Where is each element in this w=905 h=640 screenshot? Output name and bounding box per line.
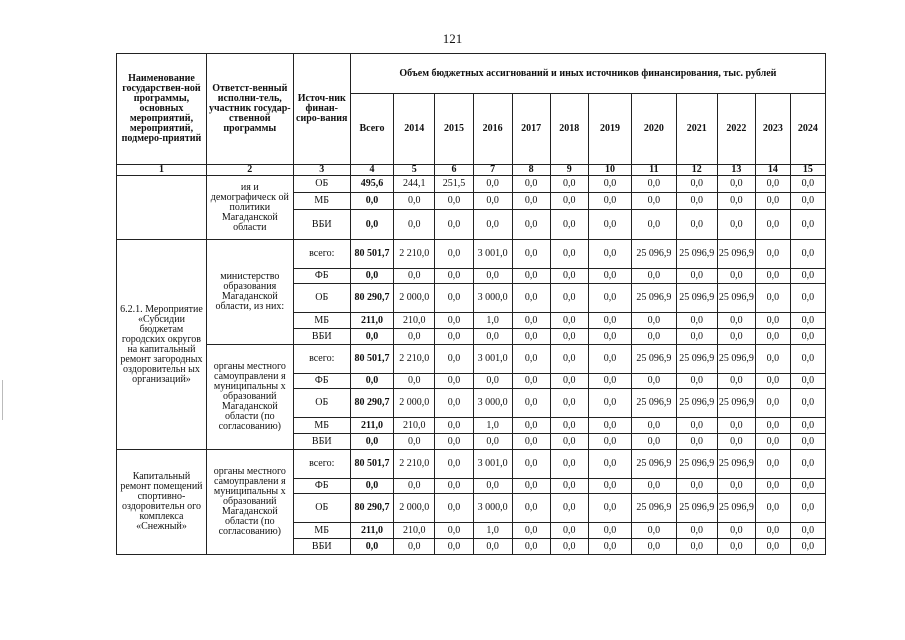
- year-value-cell: 0,0: [512, 418, 550, 434]
- year-value-cell: 0,0: [550, 389, 588, 418]
- year-value-cell: 0,0: [790, 210, 825, 240]
- column-number: 5: [394, 165, 435, 176]
- program-name-cell: 6.2.1. Мероприятие «Субсидии бюджетам городских округов на капитальный ремонт загородных оздоровительн ых организаций»: [117, 240, 207, 450]
- year-value-cell: 0,0: [394, 539, 435, 555]
- source-cell: ОБ: [293, 284, 350, 313]
- year-value-cell: 0,0: [550, 345, 588, 374]
- column-number: 4: [350, 165, 393, 176]
- year-value-cell: 0,0: [588, 479, 631, 494]
- year-value-cell: 0,0: [473, 176, 512, 193]
- year-value-cell: 2 000,0: [394, 389, 435, 418]
- header-volume: Объем бюджетных ассигнований и иных источников финансирования, тыс. рублей: [350, 54, 825, 94]
- source-cell: всего:: [293, 345, 350, 374]
- year-value-cell: 0,0: [632, 374, 676, 389]
- year-value-cell: 25 096,9: [717, 389, 755, 418]
- year-value-cell: 0,0: [588, 539, 631, 555]
- year-value-cell: 0,0: [790, 374, 825, 389]
- total-cell: 0,0: [350, 329, 393, 345]
- year-value-cell: 0,0: [512, 313, 550, 329]
- year-value-cell: 0,0: [550, 269, 588, 284]
- column-number: 6: [435, 165, 473, 176]
- year-value-cell: 0,0: [755, 479, 790, 494]
- year-value-cell: 0,0: [473, 193, 512, 210]
- year-value-cell: 0,0: [676, 434, 717, 450]
- year-value-cell: 0,0: [512, 176, 550, 193]
- year-value-cell: 0,0: [790, 193, 825, 210]
- year-value-cell: 1,0: [473, 418, 512, 434]
- year-value-cell: 0,0: [790, 434, 825, 450]
- year-value-cell: 0,0: [755, 345, 790, 374]
- year-value-cell: 1,0: [473, 313, 512, 329]
- table-row: [117, 240, 826, 269]
- year-value-cell: 0,0: [632, 539, 676, 555]
- column-number: 8: [512, 165, 550, 176]
- column-number: 1: [117, 165, 207, 176]
- year-value-cell: 0,0: [632, 210, 676, 240]
- year-value-cell: 0,0: [790, 240, 825, 269]
- year-value-cell: 0,0: [676, 329, 717, 345]
- year-value-cell: 25 096,9: [676, 494, 717, 523]
- year-value-cell: 0,0: [790, 418, 825, 434]
- executor-cell: органы местного самоуправлени я муниципальны х образований Магаданской области (по согласованию): [206, 450, 293, 555]
- program-name-cell: [117, 176, 207, 240]
- year-value-cell: 0,0: [755, 193, 790, 210]
- year-value-cell: 0,0: [394, 434, 435, 450]
- column-number: 12: [676, 165, 717, 176]
- year-value-cell: 0,0: [550, 450, 588, 479]
- year-value-cell: 0,0: [512, 193, 550, 210]
- year-value-cell: 0,0: [717, 523, 755, 539]
- year-value-cell: 25 096,9: [632, 240, 676, 269]
- executor-cell: ия и демографическ ой политики Магаданской области: [206, 176, 293, 240]
- year-value-cell: 0,0: [435, 450, 473, 479]
- year-value-cell: 2 210,0: [394, 240, 435, 269]
- year-value-cell: 0,0: [435, 240, 473, 269]
- year-value-cell: 0,0: [755, 269, 790, 284]
- year-value-cell: 25 096,9: [676, 450, 717, 479]
- year-value-cell: 25 096,9: [676, 345, 717, 374]
- column-number: 2: [206, 165, 293, 176]
- year-value-cell: 210,0: [394, 418, 435, 434]
- year-value-cell: 0,0: [588, 418, 631, 434]
- header-year: 2021: [676, 94, 717, 165]
- year-value-cell: 0,0: [588, 494, 631, 523]
- header-year: 2019: [588, 94, 631, 165]
- year-value-cell: 0,0: [588, 434, 631, 450]
- year-value-cell: 0,0: [550, 329, 588, 345]
- year-value-cell: 0,0: [473, 374, 512, 389]
- source-cell: ОБ: [293, 494, 350, 523]
- year-value-cell: 0,0: [790, 523, 825, 539]
- column-number: 7: [473, 165, 512, 176]
- year-value-cell: 0,0: [512, 539, 550, 555]
- year-value-cell: 0,0: [394, 210, 435, 240]
- year-value-cell: 0,0: [473, 434, 512, 450]
- year-value-cell: 0,0: [676, 269, 717, 284]
- year-value-cell: 0,0: [550, 176, 588, 193]
- year-value-cell: 0,0: [588, 523, 631, 539]
- year-value-cell: 0,0: [717, 374, 755, 389]
- year-value-cell: 0,0: [435, 210, 473, 240]
- year-value-cell: 0,0: [512, 210, 550, 240]
- year-value-cell: 0,0: [632, 176, 676, 193]
- year-value-cell: 0,0: [632, 313, 676, 329]
- source-cell: ВБИ: [293, 329, 350, 345]
- year-value-cell: 0,0: [588, 193, 631, 210]
- year-value-cell: 0,0: [676, 418, 717, 434]
- total-cell: 0,0: [350, 479, 393, 494]
- year-value-cell: 0,0: [588, 284, 631, 313]
- year-value-cell: 0,0: [632, 329, 676, 345]
- year-value-cell: 0,0: [550, 494, 588, 523]
- year-value-cell: 0,0: [512, 450, 550, 479]
- year-value-cell: 0,0: [790, 284, 825, 313]
- year-value-cell: 0,0: [676, 176, 717, 193]
- year-value-cell: 0,0: [717, 539, 755, 555]
- year-value-cell: 0,0: [632, 269, 676, 284]
- year-value-cell: 0,0: [755, 494, 790, 523]
- year-value-cell: 0,0: [790, 539, 825, 555]
- program-name-cell: Капитальный ремонт помещений спортивно-оздоровительн ого комплекса «Снежный»: [117, 450, 207, 555]
- total-cell: 0,0: [350, 434, 393, 450]
- year-value-cell: 2 210,0: [394, 450, 435, 479]
- year-value-cell: 0,0: [790, 389, 825, 418]
- year-value-cell: 2 000,0: [394, 494, 435, 523]
- source-cell: ФБ: [293, 269, 350, 284]
- year-value-cell: 0,0: [512, 434, 550, 450]
- year-value-cell: 0,0: [512, 269, 550, 284]
- budget-table: [116, 53, 826, 555]
- source-cell: ФБ: [293, 479, 350, 494]
- year-value-cell: 0,0: [550, 523, 588, 539]
- header-year: 2014: [394, 94, 435, 165]
- year-value-cell: 25 096,9: [632, 389, 676, 418]
- year-value-cell: 3 000,0: [473, 494, 512, 523]
- source-cell: всего:: [293, 450, 350, 479]
- year-value-cell: 0,0: [755, 313, 790, 329]
- total-cell: 80 290,7: [350, 494, 393, 523]
- year-value-cell: 0,0: [588, 210, 631, 240]
- year-value-cell: 0,0: [550, 210, 588, 240]
- year-value-cell: 3 001,0: [473, 345, 512, 374]
- year-value-cell: 0,0: [790, 329, 825, 345]
- header-year: 2023: [755, 94, 790, 165]
- executor-cell: министерство образования Магаданской области, из них:: [206, 240, 293, 345]
- year-value-cell: 25 096,9: [717, 240, 755, 269]
- year-value-cell: 25 096,9: [632, 450, 676, 479]
- year-value-cell: 0,0: [512, 523, 550, 539]
- header-source: Источ-ник финан-сиро-вания: [293, 54, 350, 165]
- year-value-cell: 2 000,0: [394, 284, 435, 313]
- year-value-cell: 0,0: [588, 269, 631, 284]
- year-value-cell: 0,0: [632, 523, 676, 539]
- source-cell: всего:: [293, 240, 350, 269]
- year-value-cell: 0,0: [717, 434, 755, 450]
- header-year: 2020: [632, 94, 676, 165]
- year-value-cell: 0,0: [394, 479, 435, 494]
- year-value-cell: 0,0: [473, 539, 512, 555]
- year-value-cell: 0,0: [676, 539, 717, 555]
- year-value-cell: 25 096,9: [632, 284, 676, 313]
- source-cell: МБ: [293, 313, 350, 329]
- column-number: 3: [293, 165, 350, 176]
- source-cell: МБ: [293, 523, 350, 539]
- year-value-cell: 0,0: [588, 389, 631, 418]
- year-value-cell: 0,0: [435, 479, 473, 494]
- year-value-cell: 0,0: [755, 240, 790, 269]
- year-value-cell: 0,0: [512, 284, 550, 313]
- year-value-cell: 0,0: [512, 329, 550, 345]
- year-value-cell: 25 096,9: [676, 240, 717, 269]
- column-number: 11: [632, 165, 676, 176]
- header-total: Всего: [350, 94, 393, 165]
- year-value-cell: 0,0: [550, 374, 588, 389]
- year-value-cell: 0,0: [676, 313, 717, 329]
- year-value-cell: 0,0: [473, 210, 512, 240]
- total-cell: 80 290,7: [350, 284, 393, 313]
- year-value-cell: 25 096,9: [632, 494, 676, 523]
- header-year: 2017: [512, 94, 550, 165]
- year-value-cell: 0,0: [588, 240, 631, 269]
- column-number: 10: [588, 165, 631, 176]
- year-value-cell: 25 096,9: [676, 389, 717, 418]
- total-cell: 0,0: [350, 374, 393, 389]
- year-value-cell: 1,0: [473, 523, 512, 539]
- year-value-cell: 0,0: [550, 418, 588, 434]
- year-value-cell: 0,0: [394, 329, 435, 345]
- page-number: 121: [442, 31, 463, 46]
- total-cell: 0,0: [350, 210, 393, 240]
- source-cell: ВБИ: [293, 210, 350, 240]
- year-value-cell: 0,0: [790, 479, 825, 494]
- year-value-cell: 0,0: [676, 210, 717, 240]
- total-cell: 0,0: [350, 269, 393, 284]
- year-value-cell: 0,0: [790, 269, 825, 284]
- year-value-cell: 0,0: [632, 193, 676, 210]
- year-value-cell: 210,0: [394, 313, 435, 329]
- year-value-cell: 0,0: [512, 494, 550, 523]
- year-value-cell: 0,0: [435, 345, 473, 374]
- column-number: 14: [755, 165, 790, 176]
- year-value-cell: 0,0: [717, 193, 755, 210]
- year-value-cell: 0,0: [435, 389, 473, 418]
- year-value-cell: 0,0: [550, 284, 588, 313]
- year-value-cell: 0,0: [588, 329, 631, 345]
- total-cell: 0,0: [350, 539, 393, 555]
- total-cell: 80 501,7: [350, 345, 393, 374]
- total-cell: 211,0: [350, 418, 393, 434]
- year-value-cell: 0,0: [394, 193, 435, 210]
- total-cell: 80 501,7: [350, 240, 393, 269]
- year-value-cell: 0,0: [717, 176, 755, 193]
- year-value-cell: 0,0: [632, 434, 676, 450]
- year-value-cell: 0,0: [790, 450, 825, 479]
- source-cell: ОБ: [293, 389, 350, 418]
- year-value-cell: 0,0: [717, 329, 755, 345]
- year-value-cell: 0,0: [755, 176, 790, 193]
- year-value-cell: 0,0: [473, 269, 512, 284]
- header-year: 2024: [790, 94, 825, 165]
- year-value-cell: 0,0: [394, 374, 435, 389]
- year-value-cell: 0,0: [435, 494, 473, 523]
- year-value-cell: 0,0: [473, 329, 512, 345]
- year-value-cell: 0,0: [588, 345, 631, 374]
- year-value-cell: 3 000,0: [473, 284, 512, 313]
- year-value-cell: 0,0: [790, 313, 825, 329]
- column-number: 15: [790, 165, 825, 176]
- source-cell: ОБ: [293, 176, 350, 193]
- year-value-cell: 0,0: [790, 345, 825, 374]
- year-value-cell: 0,0: [755, 523, 790, 539]
- year-value-cell: 210,0: [394, 523, 435, 539]
- total-cell: 80 290,7: [350, 389, 393, 418]
- year-value-cell: 0,0: [588, 450, 631, 479]
- year-value-cell: 0,0: [435, 418, 473, 434]
- table-row: [117, 345, 826, 374]
- year-value-cell: 0,0: [435, 523, 473, 539]
- header-year: 2018: [550, 94, 588, 165]
- year-value-cell: 0,0: [435, 374, 473, 389]
- year-value-cell: 0,0: [632, 418, 676, 434]
- year-value-cell: 0,0: [755, 389, 790, 418]
- year-value-cell: 0,0: [755, 284, 790, 313]
- year-value-cell: 0,0: [435, 313, 473, 329]
- year-value-cell: 0,0: [435, 329, 473, 345]
- year-value-cell: 3 000,0: [473, 389, 512, 418]
- source-cell: МБ: [293, 193, 350, 210]
- year-value-cell: 0,0: [755, 210, 790, 240]
- year-value-cell: 0,0: [676, 374, 717, 389]
- year-value-cell: 0,0: [755, 329, 790, 345]
- total-cell: 211,0: [350, 523, 393, 539]
- year-value-cell: 244,1: [394, 176, 435, 193]
- year-value-cell: 0,0: [512, 479, 550, 494]
- source-cell: ФБ: [293, 374, 350, 389]
- year-value-cell: 0,0: [435, 284, 473, 313]
- year-value-cell: 0,0: [790, 494, 825, 523]
- executor-cell: органы местного самоуправлени я муниципальны х образований Магаданской области (по согласованию): [206, 345, 293, 450]
- total-cell: 211,0: [350, 313, 393, 329]
- year-value-cell: 0,0: [588, 313, 631, 329]
- source-cell: ВБИ: [293, 539, 350, 555]
- source-cell: ВБИ: [293, 434, 350, 450]
- total-cell: 0,0: [350, 193, 393, 210]
- year-value-cell: 0,0: [717, 418, 755, 434]
- year-value-cell: 0,0: [435, 539, 473, 555]
- year-value-cell: 0,0: [550, 539, 588, 555]
- year-value-cell: 0,0: [717, 210, 755, 240]
- year-value-cell: 0,0: [717, 313, 755, 329]
- year-value-cell: 0,0: [717, 479, 755, 494]
- header-year: 2022: [717, 94, 755, 165]
- year-value-cell: 0,0: [588, 176, 631, 193]
- year-value-cell: 0,0: [512, 389, 550, 418]
- year-value-cell: 0,0: [435, 269, 473, 284]
- year-value-cell: 25 096,9: [717, 345, 755, 374]
- year-value-cell: 2 210,0: [394, 345, 435, 374]
- year-value-cell: 25 096,9: [717, 494, 755, 523]
- header-year: 2016: [473, 94, 512, 165]
- year-value-cell: 0,0: [755, 434, 790, 450]
- column-number: 13: [717, 165, 755, 176]
- year-value-cell: 0,0: [676, 523, 717, 539]
- year-value-cell: 25 096,9: [717, 284, 755, 313]
- header-year: 2015: [435, 94, 473, 165]
- year-value-cell: 25 096,9: [632, 345, 676, 374]
- year-value-cell: 0,0: [676, 479, 717, 494]
- year-value-cell: 3 001,0: [473, 240, 512, 269]
- table-row: [117, 450, 826, 479]
- year-value-cell: 0,0: [394, 269, 435, 284]
- year-value-cell: 0,0: [550, 240, 588, 269]
- year-value-cell: 0,0: [512, 374, 550, 389]
- year-value-cell: 0,0: [473, 479, 512, 494]
- total-cell: 80 501,7: [350, 450, 393, 479]
- year-value-cell: 0,0: [550, 479, 588, 494]
- year-value-cell: 0,0: [435, 193, 473, 210]
- year-value-cell: 0,0: [588, 374, 631, 389]
- column-number: 9: [550, 165, 588, 176]
- year-value-cell: 0,0: [512, 345, 550, 374]
- year-value-cell: 0,0: [755, 539, 790, 555]
- year-value-cell: 0,0: [550, 434, 588, 450]
- year-value-cell: 25 096,9: [717, 450, 755, 479]
- year-value-cell: 3 001,0: [473, 450, 512, 479]
- source-cell: МБ: [293, 418, 350, 434]
- year-value-cell: 0,0: [755, 374, 790, 389]
- total-cell: 495,6: [350, 176, 393, 193]
- header-executor: Ответст-венный исполни-тель, участник государ-ственной программы: [206, 54, 293, 165]
- header-name: Наименование государствен-ной программы, основных мероприятий, мероприятий, подмеро-приятий: [117, 54, 207, 165]
- year-value-cell: 0,0: [790, 176, 825, 193]
- scan-edge-mark: [2, 380, 3, 420]
- year-value-cell: 0,0: [550, 193, 588, 210]
- year-value-cell: 0,0: [512, 240, 550, 269]
- table-row: [117, 176, 826, 193]
- year-value-cell: 0,0: [550, 313, 588, 329]
- year-value-cell: 0,0: [676, 193, 717, 210]
- year-value-cell: 0,0: [755, 450, 790, 479]
- year-value-cell: 251,5: [435, 176, 473, 193]
- year-value-cell: 0,0: [632, 479, 676, 494]
- year-value-cell: 0,0: [755, 418, 790, 434]
- year-value-cell: 0,0: [435, 434, 473, 450]
- year-value-cell: 0,0: [717, 269, 755, 284]
- year-value-cell: 25 096,9: [676, 284, 717, 313]
